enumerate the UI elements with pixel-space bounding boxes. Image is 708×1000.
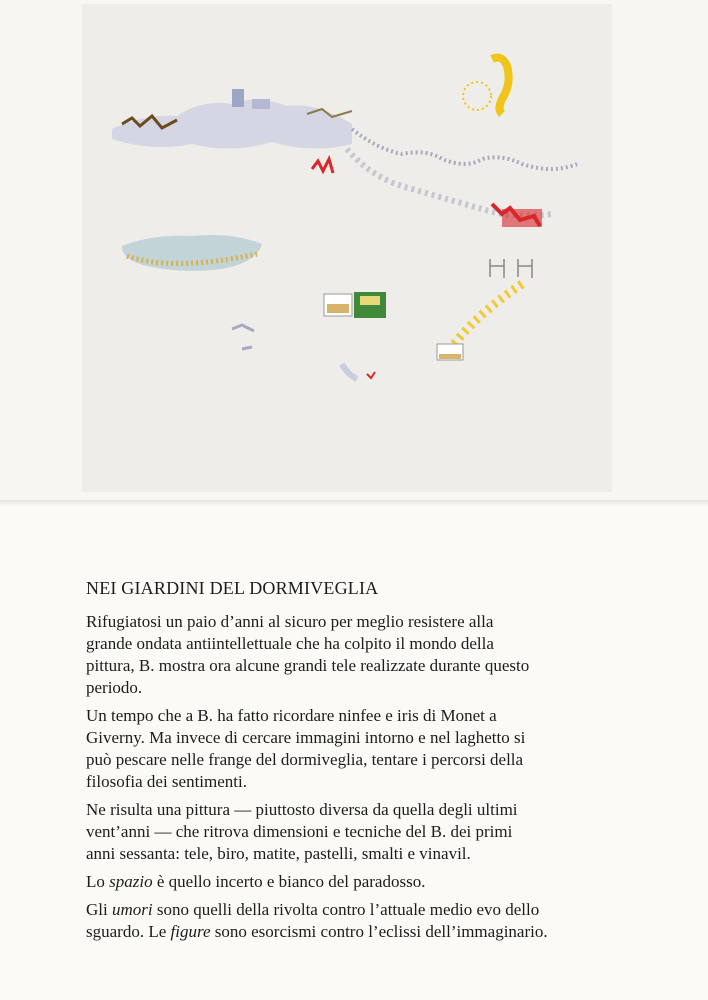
paragraph-3 <box>86 799 626 865</box>
text-line: grande ondata antiintellettuale che ha colpito il mondo della <box>86 634 494 653</box>
card-fold <box>0 500 708 506</box>
text-line <box>86 921 626 943</box>
text-line: filosofia dei sentimenti. <box>86 772 247 791</box>
text-fragment: è quello incerto e bianco del paradosso. <box>152 872 426 891</box>
text-line: anni sessanta: tele, biro, matite, pastelli, smalti e vinavil. <box>86 844 471 863</box>
italic-term-spazio: spazio <box>109 872 153 891</box>
italic-term-figure: figure <box>170 922 211 941</box>
paragraph-umori-figure <box>86 899 626 943</box>
text-fragment: Lo <box>86 872 110 891</box>
text-fragment: sguardo. Le <box>86 922 171 941</box>
text-fragment: Gli <box>86 900 112 919</box>
paragraph-1 <box>86 611 626 699</box>
text-fragment: sono esorcismi contro l’eclissi dell’immaginario. <box>210 922 548 941</box>
text-line: Un tempo che a B. ha fatto ricordare ninfee e iris di Monet a <box>86 706 497 725</box>
paragraph-2 <box>86 705 626 793</box>
text-line: periodo. <box>86 678 143 697</box>
text-line: Ne risulta una pittura — piuttosto diversa da quella degli ultimi <box>86 800 518 819</box>
paragraph-spazio <box>86 871 626 893</box>
painting-reproduction <box>82 4 612 492</box>
page-title: NEI GIARDINI DEL DORMIVEGLIA <box>86 578 379 598</box>
text-line <box>86 899 626 921</box>
text-line: pittura, B. mostra ora alcune grandi tele realizzate durante questo <box>86 656 530 675</box>
painting-image <box>82 4 612 492</box>
text-line <box>86 871 626 893</box>
text-line: può pescare nelle frange del dormiveglia, tentare i percorsi della <box>86 750 524 769</box>
text-line: vent’anni — che ritrova dimensioni e tecniche del B. dei primi <box>86 822 513 841</box>
text-block <box>86 578 626 943</box>
text-line: Giverny. Ma invece di cercare immagini intorno e nel laghetto si <box>86 728 526 747</box>
text-line: Rifugiatosi un paio d’anni al sicuro per meglio resistere alla <box>86 612 494 631</box>
italic-term-umori: umori <box>111 900 153 919</box>
text-fragment: sono quelli della rivolta contro l’attuale medio evo dello <box>152 900 540 919</box>
